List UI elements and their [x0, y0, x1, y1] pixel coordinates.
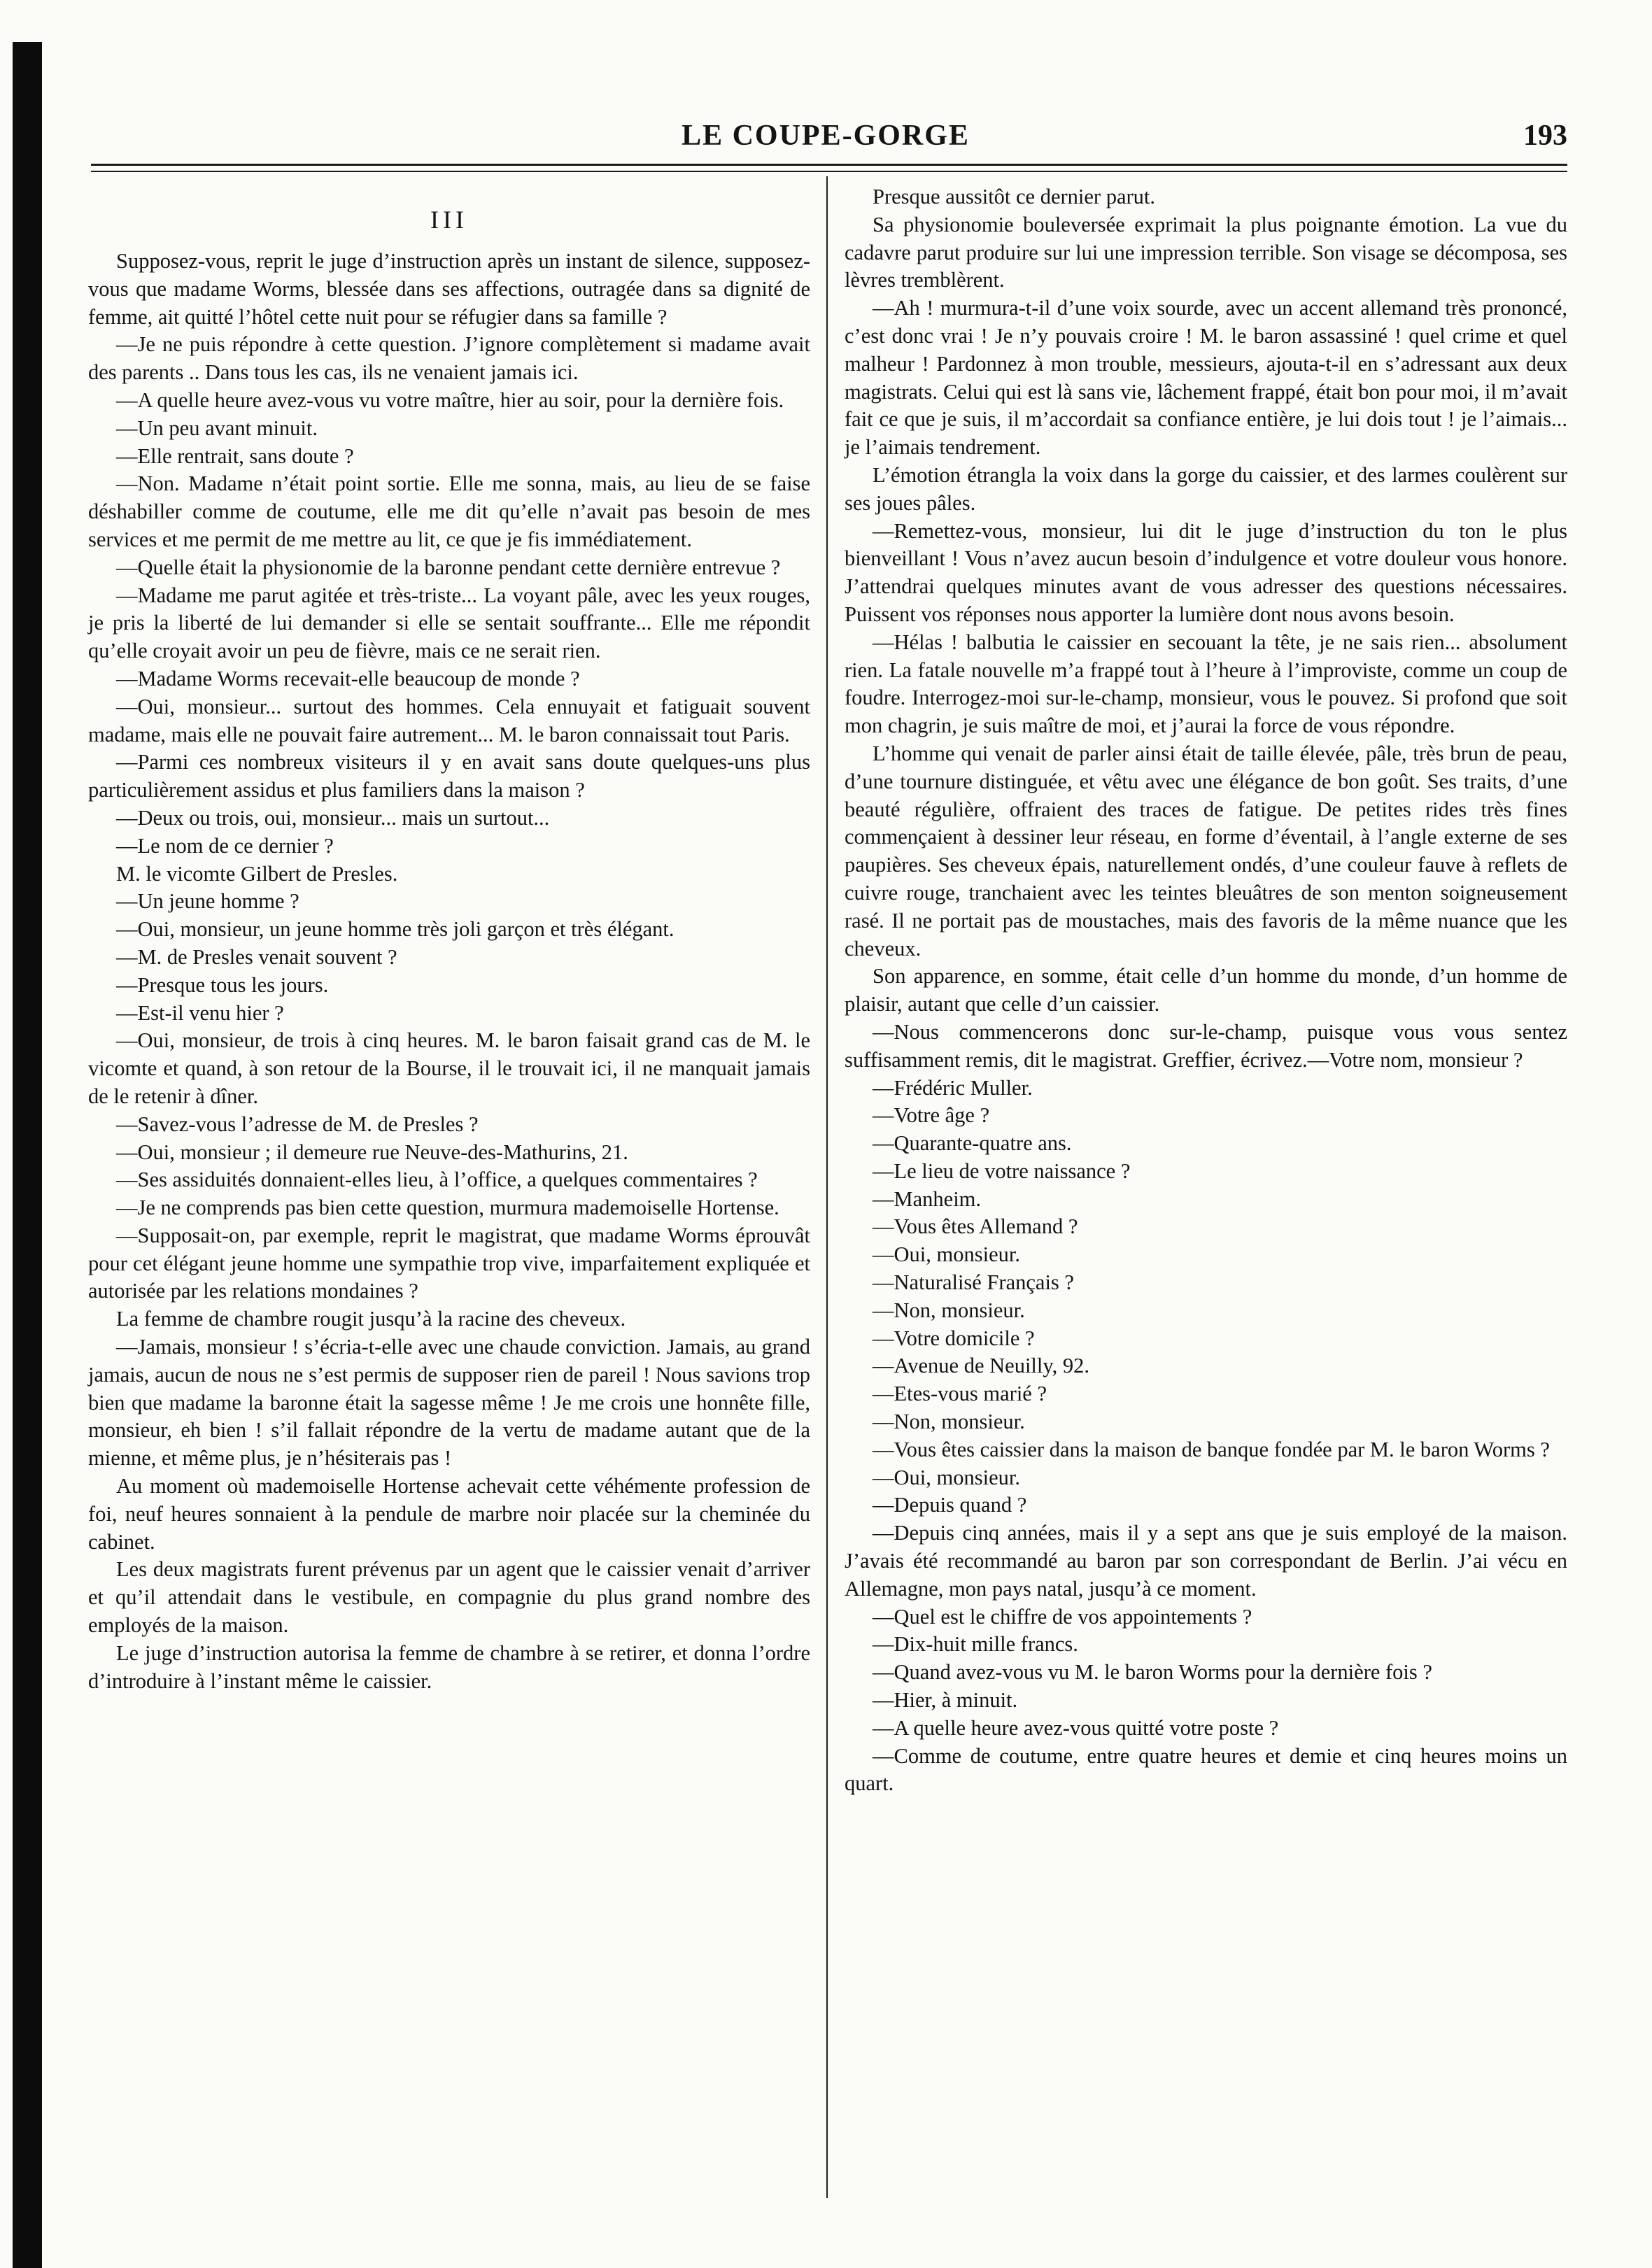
paragraph: —Je ne puis répondre à cette question. J’ignore complètement si madame avait des parents .. Dans tous les cas, ils ne venaient jamais ici. — [88, 332, 810, 385]
paragraph: —Manheim. — [873, 1186, 982, 1211]
left-column — [88, 183, 810, 1695]
paragraph: —Un peu avant minuit. — [116, 416, 318, 440]
paragraph: —Oui, monsieur. — [873, 1465, 1020, 1489]
paragraph: Sa physionomie bouleversée exprimait la plus poignante émotion. La vue du cadavre parut produire sur lui une impression terrible. Son visage se décomposa, ses lèvres tremblèrent. — [845, 212, 1567, 292]
paragraph: Presque aussitôt ce dernier parut. — [873, 185, 1155, 208]
paragraph: —Le nom de ce dernier ? — [116, 833, 334, 858]
scan-edge-bar — [13, 42, 42, 2268]
paragraph: Au moment où mademoiselle Hortense achevait cette véhémente profession de foi, neuf heures sonnaient à la pendule de marbre noir placée sur la cheminée du cabinet. — [88, 1474, 810, 1554]
paragraph: —Etes-vous marié ? — [873, 1382, 1047, 1406]
page-number: 193 — [1523, 120, 1567, 152]
header-rule-thick — [91, 164, 1567, 166]
paragraph: —A quelle heure avez-vous quitté votre poste ? — [873, 1715, 1279, 1740]
paragraph: —Oui, monsieur, de trois à cinq heures. M. le baron faisait grand cas de M. le vicomte et quand, à son retour de la Bourse, il le trouvait ici, il ne manquait jamais de le retenir à dîner. — [88, 1028, 810, 1108]
column-divider — [826, 176, 828, 2198]
paragraph: —Quand avez-vous vu M. le baron Worms pour la dernière fois ? — [873, 1660, 1432, 1685]
paragraph: Son apparence, en somme, était celle d’un homme du monde, d’un homme de plaisir, autant que celle d’un caissier. — [845, 964, 1567, 1016]
paragraph: —Hélas ! balbutia le caissier en secouant la tête, je ne sais rien... absolument rien. La fatale nouvelle m’a frappé tout à l’heure à l’improviste, comme un coup de foudre. Interrogez-moi sur-le-champ, monsieur, vous le pouvez. Si profond que soit mon chagrin, je suis maître de moi, et j’aurai la force de vous répondre. — [845, 630, 1567, 738]
paragraph: —Naturalisé Français ? — [873, 1270, 1074, 1295]
paragraph: —Ses assiduités donnaient-elles lieu, à l’office, a quelques commentaires ? — [116, 1168, 758, 1192]
paragraph: —Est-il venu hier ? — [116, 1000, 284, 1025]
paragraph: —Quarante-quatre ans. — [873, 1131, 1072, 1156]
paragraph: —Supposait-on, par exemple, reprit le magistrat, que madame Worms éprouvât pour cet élégant jeune homme une sympathie trop vive, imparfaitement expliquée et autorisée par les relations mondaines ? — [88, 1223, 810, 1303]
paragraph: —Depuis cinq années, mais il y a sept ans que je suis employé de la maison. J’avais été recommandé au baron par son correspondant de Berlin. J’ai vécu en Allemagne, mon pays natal, jusqu’à ce moment. — [845, 1521, 1567, 1601]
paragraph: La femme de chambre rougit jusqu’à la racine des cheveux. — [116, 1307, 626, 1331]
paragraph: —Remettez-vous, monsieur, lui dit le juge d’instruction du ton le plus bienveillant ! Vous n’avez aucun besoin d’indulgence et votre douleur vous honore. J’attendrai quelques minutes avant de vous adresser des questions nécessaires. Puissent vos réponses nous apporter la lumière dont nous avons besoin. — [845, 518, 1567, 626]
paragraph: —Parmi ces nombreux visiteurs il y en avait sans doute quelques-uns plus particulièrement assidus et plus familiers dans la maison ? — [88, 750, 810, 802]
paragraph: —Oui, monsieur. — [873, 1242, 1020, 1267]
paragraph: —Non, monsieur. — [873, 1410, 1025, 1434]
paragraph: —A quelle heure avez-vous vu votre maître, hier au soir, pour la dernière fois. — [116, 388, 784, 412]
paragraph: —Nous commencerons donc sur-le-champ, puisque vous vous sentez suffisamment remis, dit le magistrat. Greffier, écrivez.—Votre nom, monsieur ? — [845, 1019, 1567, 1072]
paragraph: —Vous êtes Allemand ? — [873, 1214, 1078, 1239]
running-title: LE COUPE-GORGE — [682, 120, 970, 152]
paragraph: —Quel est le chiffre de vos appointements ? — [873, 1604, 1252, 1629]
right-column — [845, 183, 1567, 1798]
paragraph: —Madame me parut agitée et très-triste... La voyant pâle, avec les yeux rouges, je pris la liberté de lui demander si elle se sentait souffrante... Elle me répondit qu’elle croyait avoir un peu de fièvre, mais ce ne serait rien. — [88, 583, 810, 663]
paragraph: —Elle rentrait, sans doute ? — [116, 444, 354, 468]
paragraph: Supposez-vous, reprit le juge d’instruction après un instant de silence, supposez-vous que madame Worms, blessée dans ses affections, outragée dans sa dignité de femme, ait quitté l’hôtel cette nuit pour se réfugier dans sa famille ? — [88, 249, 810, 329]
paragraph: —Oui, monsieur ; il demeure rue Neuve-des-Mathurins, 21. — [116, 1140, 628, 1164]
paragraph: —Oui, monsieur, un jeune homme très joli garçon et très élégant. — [116, 917, 675, 942]
paragraph: —Je ne comprends pas bien cette question, murmura mademoiselle Hortense. — [116, 1196, 779, 1220]
paragraph: —Hier, à minuit. — [873, 1688, 1018, 1713]
paragraph: —M. de Presles venait souvent ? — [116, 944, 397, 969]
paragraph: Les deux magistrats furent prévenus par un agent que le caissier venait d’arriver et qu’il attendait dans le vestibule, en compagnie du plus grand nombre des employés de la maison. — [88, 1557, 810, 1638]
paragraph: —Votre âge ? — [873, 1103, 990, 1128]
paragraph: L’homme qui venait de parler ainsi était de taille élevée, pâle, très brun de peau, d’une tournure distinguée, et vêtu avec une élégance de bon goût. Ses traits, d’une beauté régulière, offraient des traces de fatigue. De petites rides très fines commençaient à dessiner leur réseau, en forme d’éventail, à l’angle externe de ses paupières. Ses cheveux épais, naturellement ondés, d’une couleur fauve à reflets de cuivre rouge, tranchaient avec les teintes bleuâtres de son menton soigneusement rasé. Il ne portait pas de moustaches, mais des favoris de la même nuance que les cheveux. — [845, 741, 1567, 961]
paragraph: —Jamais, monsieur ! s’écria-t-elle avec une chaude conviction. Jamais, au grand jamais, aucun de nous ne s’est permis de supposer rien de pareil ! Nous savions trop bien que madame la baronne était la sagesse même ! Je me crois une honnête fille, monsieur, eh bien ! s’il fallait répondre de la vertu de madame autant que de la mienne, et même plus, je n’hésiterais pas ! — [88, 1335, 810, 1470]
paragraph: —Madame Worms recevait-elle beaucoup de monde ? — [116, 666, 580, 690]
paragraph: —Non. Madame n’était point sortie. Elle me sonna, mais, au lieu de se faise déshabiller comme de coutume, elle me dit qu’elle n’avait pas besoin de mes services et me permit de me mettre au lit, ce que je fis immédiatement. — [88, 472, 810, 551]
paragraph: Le juge d’instruction autorisa la femme de chambre à se retirer, et donna l’ordre d’introduire à l’instant même le caissier. — [88, 1640, 810, 1693]
paragraph: —Votre domicile ? — [873, 1326, 1035, 1350]
paragraph: —Dix-huit mille francs. — [873, 1632, 1078, 1657]
paragraph: —Comme de coutume, entre quatre heures et demie et cinq heures moins un quart. — [845, 1743, 1567, 1796]
paragraph: —Frédéric Muller. — [873, 1075, 1033, 1100]
paragraph: —Depuis quand ? — [873, 1493, 1027, 1517]
paragraph: —Ah ! murmura-t-il d’une voix sourde, avec un accent allemand très prononcé, c’est donc vrai ! Je n’y pouvais croire ! M. le baron assassiné ! quel crime et quel malheur ! Pardonnez à mon trouble, messieurs, ajouta-t-il en s’adressant aux deux magistrats. Celui qui est là sans vie, lâchement frappé, était bon pour moi, il m’avait fait ce que je suis, il m’accordait sa confiance entière, je lui dois tout ! je l’aimais... je l’aimais tendrement. — [845, 296, 1567, 460]
paragraph: —Presque tous les jours. — [116, 972, 329, 997]
paragraph: —Quelle était la physionomie de la baronne pendant cette dernière entrevue ? — [116, 555, 781, 579]
paragraph: —Avenue de Neuilly, 92. — [873, 1354, 1090, 1378]
paragraph: M. le vicomte Gilbert de Presles. — [116, 861, 398, 886]
paragraph: L’émotion étrangla la voix dans la gorge du caissier, et des larmes coulèrent sur ses joues pâles. — [845, 462, 1567, 515]
section-heading: III — [430, 206, 468, 234]
paragraph: —Savez-vous l’adresse de M. de Presles ? — [116, 1112, 479, 1136]
paragraph: —Le lieu de votre naissance ? — [873, 1158, 1131, 1183]
paragraph: —Oui, monsieur... surtout des hommes. Cela ennuyait et fatiguait souvent madame, mais elle ne pouvait faire autrement... M. le baron connaissait tout Paris. — [88, 694, 810, 746]
paragraph: —Vous êtes caissier dans la maison de banque fondée par M. le baron Worms ? — [873, 1437, 1550, 1461]
paragraph: —Deux ou trois, oui, monsieur... mais un surtout... — [116, 805, 550, 830]
header-rule-thin — [91, 171, 1567, 172]
paragraph: —Un jeune homme ? — [116, 889, 299, 914]
page-header — [84, 119, 1567, 161]
paragraph: —Non, monsieur. — [873, 1298, 1025, 1322]
